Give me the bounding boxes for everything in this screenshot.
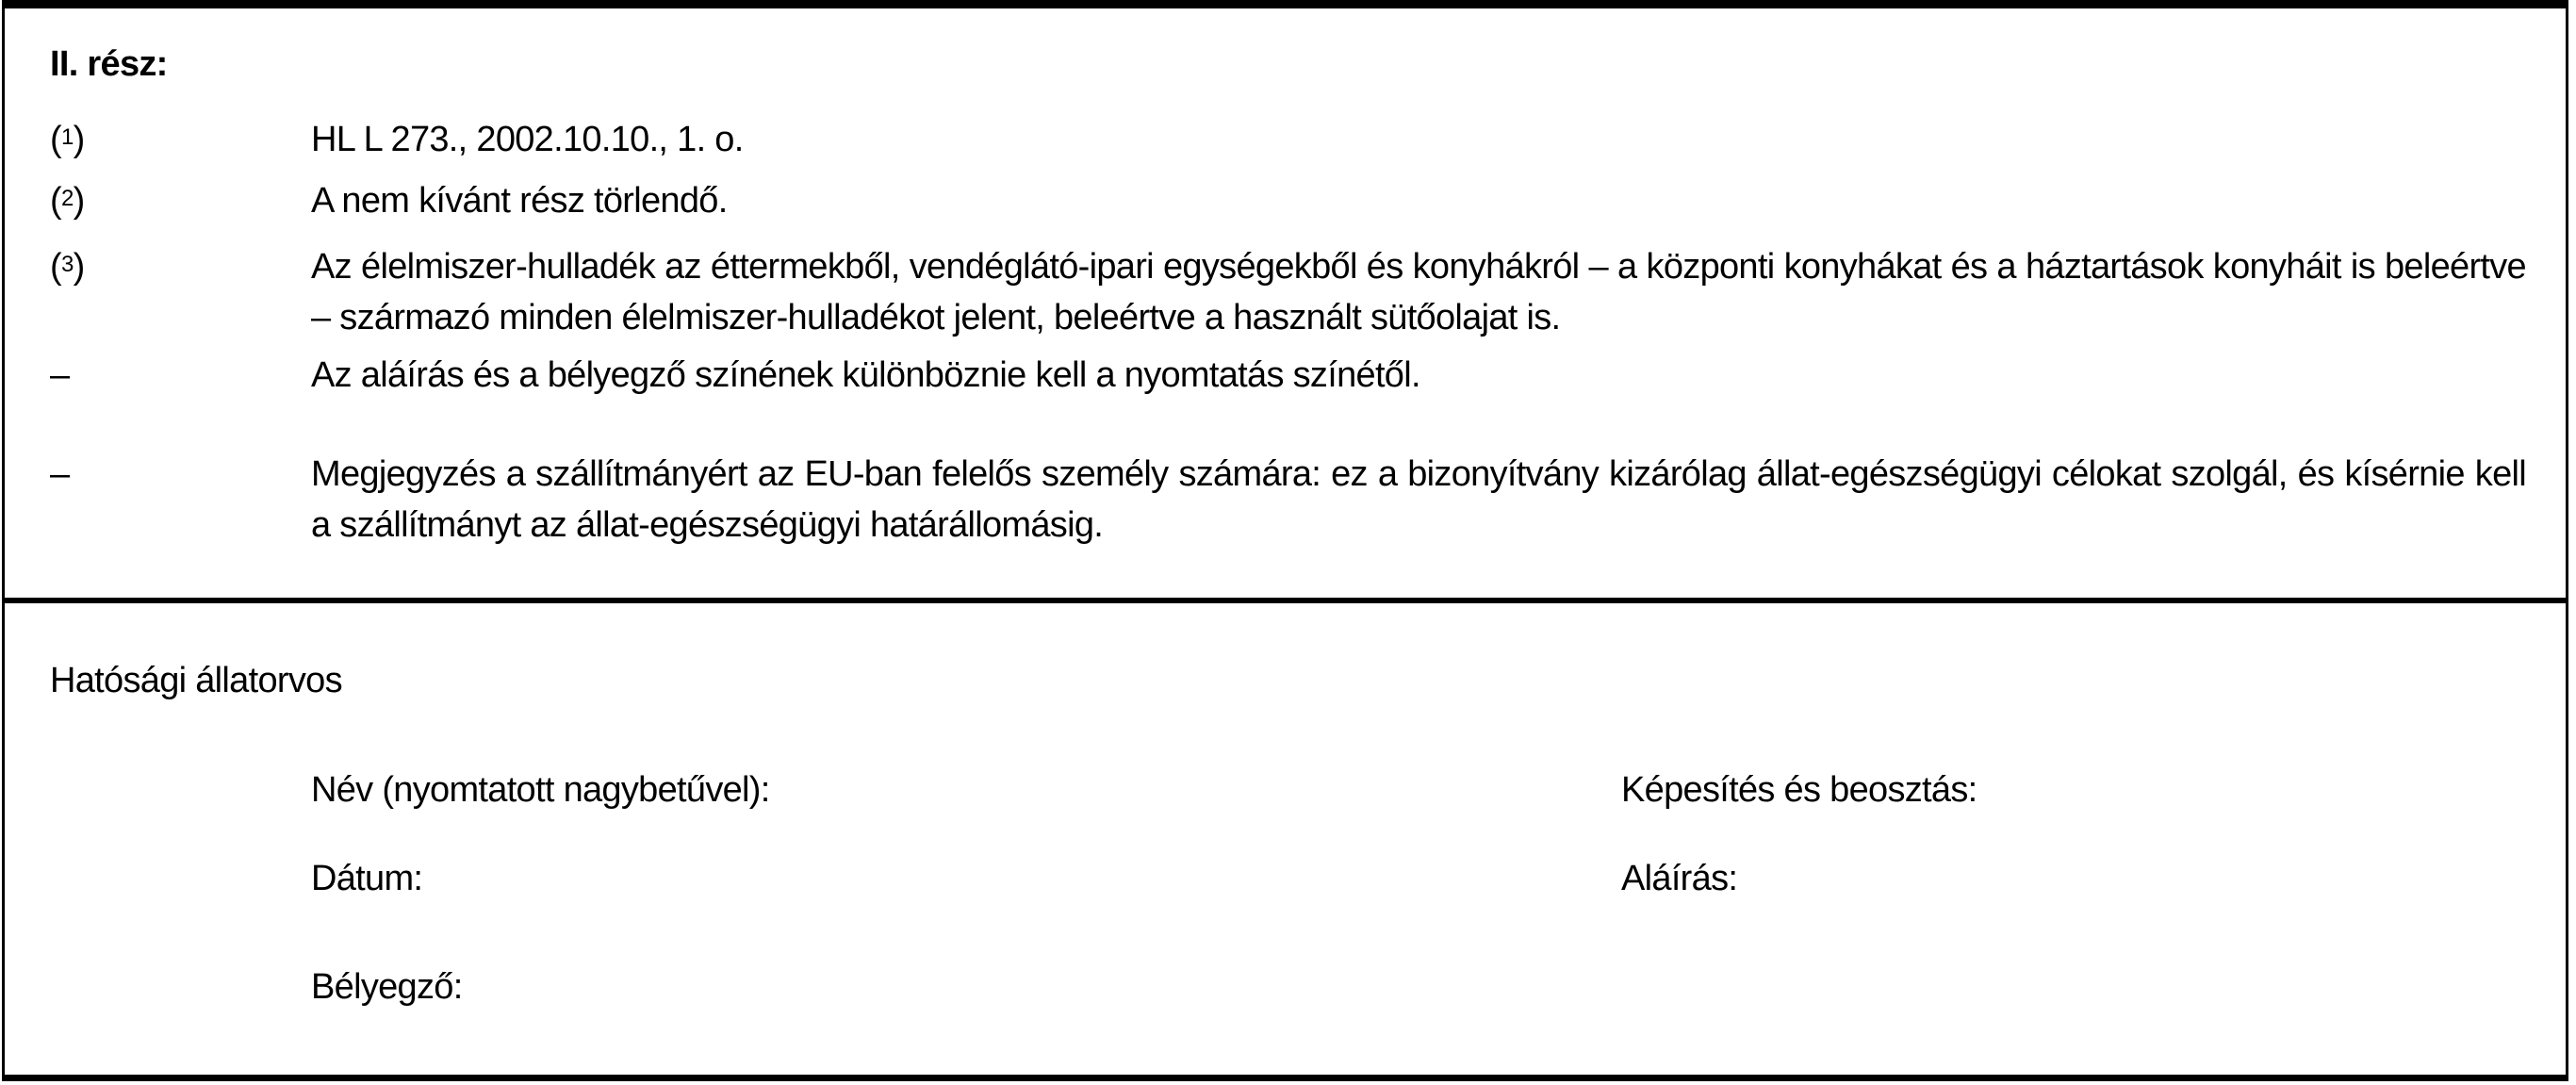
stamp-label: Bélyegző: bbox=[311, 967, 463, 1007]
dash-note-1-text: Az aláírás és a bélyegző színének különböznie kell a nyomtatás színétől. bbox=[311, 355, 1420, 395]
paren-open: ( bbox=[50, 181, 61, 221]
paren-close: ) bbox=[73, 181, 85, 221]
footnote-3-number: 3 bbox=[60, 252, 74, 277]
signature-section-heading: Hatósági állatorvos bbox=[50, 661, 342, 700]
footnote-1-text: HL L 273., 2002.10.10., 1. o. bbox=[311, 120, 744, 159]
paren-close: ) bbox=[73, 120, 85, 159]
date-label: Dátum: bbox=[311, 859, 423, 898]
qualification-label: Képesítés és beosztás: bbox=[1621, 770, 1977, 810]
footnote-1-number: 1 bbox=[60, 124, 74, 150]
dash-note-2-text: Megjegyzés a szállítmányért az EU-ban felelős személy számára: ez a bizonyítvány kizárólag állat-egészségügyi célokat szolgál, és kísérnie kell a szállítmányt az állat-egészségügyi határállomásig. bbox=[311, 454, 2526, 545]
section-divider bbox=[2, 598, 2568, 603]
footnote-3-marker bbox=[50, 241, 85, 292]
paren-open: ( bbox=[50, 120, 61, 159]
dash-note-1-marker: – bbox=[50, 355, 70, 395]
paren-open: ( bbox=[50, 247, 61, 287]
signature-label: Aláírás: bbox=[1621, 859, 1738, 898]
footnote-2-text: A nem kívánt rész törlendő. bbox=[311, 181, 728, 221]
footnote-2-marker bbox=[50, 175, 85, 226]
footnote-1-marker bbox=[50, 114, 85, 165]
part-title: II. rész: bbox=[50, 44, 168, 84]
footnote-3-text: Az élelmiszer-hulladék az éttermekből, vendéglátó-ipari egységekből és konyhákról – a központi konyhákat és a háztartások konyháit is beleértve – származó minden élelmiszer-hulladékot jelent, beleértve a használt sütőolajat is. bbox=[311, 247, 2526, 337]
dash-note-2-marker: – bbox=[50, 454, 70, 494]
name-label: Név (nyomtatott nagybetűvel): bbox=[311, 770, 770, 810]
footnote-2-number: 2 bbox=[60, 186, 74, 211]
paren-close: ) bbox=[73, 247, 85, 287]
